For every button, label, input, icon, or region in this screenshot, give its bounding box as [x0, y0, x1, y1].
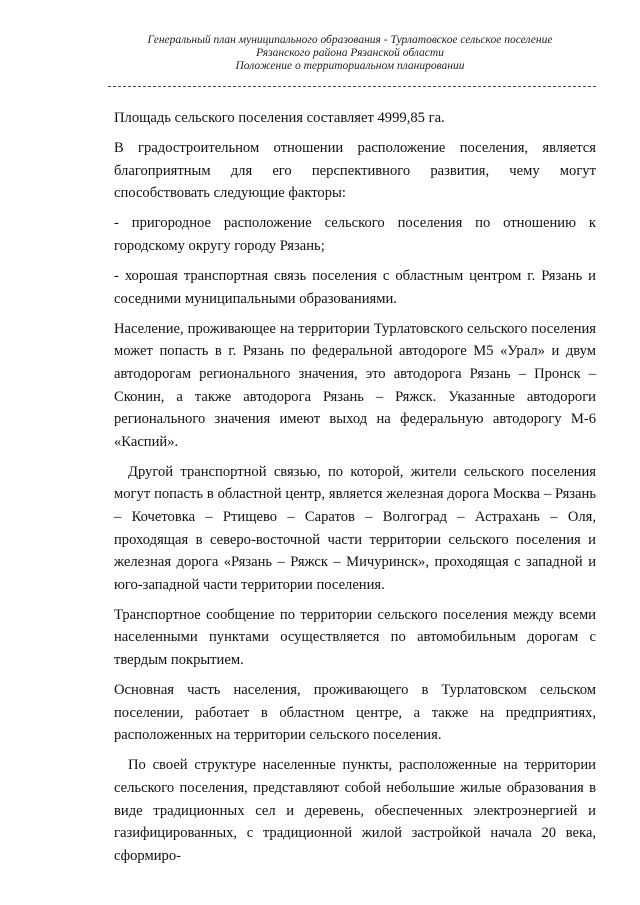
paragraph-transport-links: Транспортное сообщение по территории сельского поселения между всеми населенными пунктами осуществляется по автомобильным дорогам с твердым покрытием. [114, 606, 596, 669]
header-divider [108, 86, 596, 87]
header-line-2: Рязанского района Рязанской области [256, 47, 444, 59]
paragraph-railway: Другой транспортной связью, по которой, жители сельского поселения могут попасть в областной центр, является железная дорога Москва – Рязань – Кочетовка – Ртищево – Саратов – Волгоград – Астрахань – Оля, проходящая в северо-восточной части территории сельского поселения и железная дорога «Рязань – Ряжск – Мичуринск», проходящая с западной и юго-западной части территории поселения. [114, 463, 596, 593]
page-header [110, 34, 590, 73]
paragraph-factor-transport: - хорошая транспортная связь поселения с областным центром г. Рязань и соседними муниципальными образованиями. [114, 268, 596, 307]
paragraph-employment: Основная часть населения, проживающего в Турлатовском сельском поселении, работает в областном центре, а также на предприятиях, расположенных на территории сельского поселения. [114, 682, 596, 744]
header-line-1: Генеральный план муниципального образования - Турлатовское сельское поселение [147, 34, 553, 46]
paragraph-area: Площадь сельского поселения составляет 4999,85 га. [114, 110, 445, 126]
paragraph-population-roads: Население, проживающее на территории Турлатовского сельского поселения может попасть в г. Рязань по федеральной автодороге М5 «Урал» и двум автодорогам регионального значения, это автодорога Рязань – Пронск – Сконин, а также автодорога Рязань – Ряжск. Указанные автодороги регионального значения имеют выход на федеральную автодорогу М-6 «Каспий». [114, 320, 596, 450]
document-body [114, 107, 596, 875]
header-line-3: Положение о территориальном планировании [235, 60, 465, 72]
paragraph-settlement-structure: По своей структуре населенные пункты, расположенные на территории сельского поселения, представляют собой небольшие жилые образования в виде традиционных сел и деревень, обеспеченных электроэнергией и газифицированных, с традиционной жилой застройкой начала 20 века, сформиро- [114, 757, 596, 864]
paragraph-factor-suburban: - пригородное расположение сельского поселения по отношению к городскому округу городу Рязань; [114, 215, 596, 254]
paragraph-urban-planning: В градостроительном отношении расположение поселения, является благоприятным для его перспективного развития, чему могут способствовать следующие факторы: [114, 140, 596, 202]
